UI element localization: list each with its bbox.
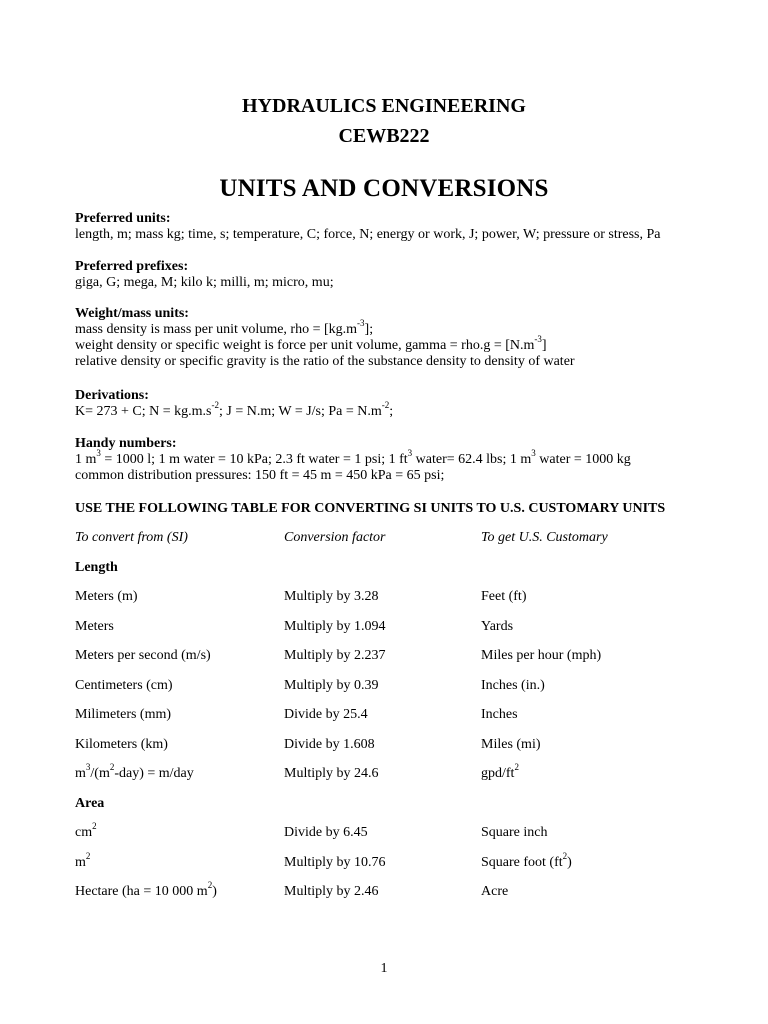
column-header-from: To convert from (SI) [75, 530, 188, 545]
convert-from-cell: Meters per second (m/s) [75, 648, 211, 663]
derivations-heading: Derivations: [75, 388, 149, 403]
page-number: 1 [380, 961, 388, 976]
conversion-factor-cell: Multiply by 10.76 [284, 855, 386, 870]
convert-to-cell: Acre [481, 884, 509, 899]
weight-mass-heading: Weight/mass units: [75, 306, 189, 321]
handy-numbers-line2: common distribution pressures: 150 ft = 45 m = 450 kPa = 65 psi; [75, 468, 445, 483]
course-title: HYDRAULICS ENGINEERING [242, 95, 526, 117]
handy-numbers-heading: Handy numbers: [75, 436, 177, 451]
preferred-prefixes-heading: Preferred prefixes: [75, 259, 189, 274]
convert-to-cell: Miles (mi) [481, 737, 541, 752]
conversion-factor-cell: Divide by 1.608 [284, 737, 375, 752]
convert-from-cell: Centimeters (cm) [75, 678, 173, 693]
column-header-factor: Conversion factor [284, 530, 386, 545]
page-title: UNITS AND CONVERSIONS [219, 175, 549, 202]
section-label-length: Length [75, 560, 118, 575]
table-row [0, 589, 768, 607]
convert-from-cell: Kilometers (km) [75, 737, 168, 752]
relative-density-line: relative density or specific gravity is the ratio of the substance density to density of water [75, 354, 575, 369]
convert-from-cell: Meters [75, 619, 114, 634]
preferred-prefixes-section [75, 259, 735, 291]
convert-to-cell: Square inch [481, 825, 548, 840]
conversion-factor-cell: Multiply by 2.237 [284, 648, 386, 663]
convert-from-cell: Milimeters (mm) [75, 707, 172, 722]
table-row [0, 737, 768, 755]
course-code: CEWB222 [338, 125, 430, 147]
table-row [0, 707, 768, 725]
weight-density-line: weight density or specific weight is force per unit volume, gamma = $rho.g = [N.m^{-3}]$ [75, 334, 547, 353]
weight-mass-section [75, 306, 735, 370]
preferred-units-heading: Preferred units: [75, 211, 171, 226]
convert-to-cell: Square foot $(ft^2)$ [481, 851, 572, 870]
convert-to-cell: Inches [481, 707, 518, 722]
conversion-factor-cell: Multiply by 24.6 [284, 766, 379, 781]
convert-from-cell: Hectare (ha = 10 000 $m^2$) [75, 880, 217, 899]
convert-to-cell: Miles per hour (mph) [481, 648, 602, 663]
table-header-row [0, 530, 768, 548]
conversion-factor-cell: Multiply by 3.28 [284, 589, 379, 604]
handy-numbers-section [75, 436, 735, 484]
conversion-factor-cell: Multiply by 0.39 [284, 678, 379, 693]
convert-to-cell: Inches (in.) [481, 678, 545, 693]
section-label-area: Area [75, 796, 105, 811]
table-row [0, 648, 768, 666]
derivations-text: K= 273 + C; $N = kg.m.s^{-2}$; J = N.m; W = J/s; $Pa = N.m^{-2}$; [75, 400, 394, 419]
mass-density-line: mass density is mass per unit volume, rho = $[kg.m^{-3}]$; [75, 318, 374, 337]
preferred-units-text: length, m; mass kg; time, s; temperature, C; force, N; energy or work, J; power, W; pressure or stress, Pa [75, 227, 661, 242]
conversion-factor-cell: Divide by 25.4 [284, 707, 368, 722]
table-row [0, 821, 768, 843]
column-header-to: To get U.S. Customary [481, 530, 608, 545]
convert-to-cell: Yards [481, 619, 514, 634]
conversion-factor-cell: Divide by 6.45 [284, 825, 368, 840]
section-label-row [0, 796, 768, 814]
convert-from-cell: $m^3/(m^2-day) = m/day$ [75, 762, 194, 781]
preferred-prefixes-text: giga, G; mega, M; kilo k; milli, m; micro, mu; [75, 275, 334, 290]
table-row [0, 851, 768, 873]
table-heading: USE THE FOLLOWING TABLE FOR CONVERTING SI UNITS TO U.S. CUSTOMARY UNITS [75, 501, 666, 516]
convert-from-cell: Meters (m) [75, 589, 138, 604]
convert-to-cell: Feet (ft) [481, 589, 527, 604]
convert-from-cell: $m^2$ [75, 851, 91, 870]
section-label-row [0, 560, 768, 578]
table-row [0, 619, 768, 637]
derivations-section [75, 388, 735, 420]
convert-from-cell: $cm^2$ [75, 821, 97, 840]
table-row [0, 678, 768, 696]
preferred-units-section [75, 211, 735, 243]
table-row [0, 880, 768, 902]
conversion-factor-cell: Multiply by 2.46 [284, 884, 379, 899]
conversion-factor-cell: Multiply by 1.094 [284, 619, 386, 634]
convert-to-cell: gpd/$ft^2$ [481, 762, 519, 781]
table-row [0, 762, 768, 784]
handy-numbers-line1: 1 $m^3 = 1000$ l; 1 m water = 10 kPa; 2.3 ft water = 1 psi; 1 $ft^3$ water= 62.4 lbs; 1 $m^3$ water = 1000 kg [75, 448, 631, 467]
